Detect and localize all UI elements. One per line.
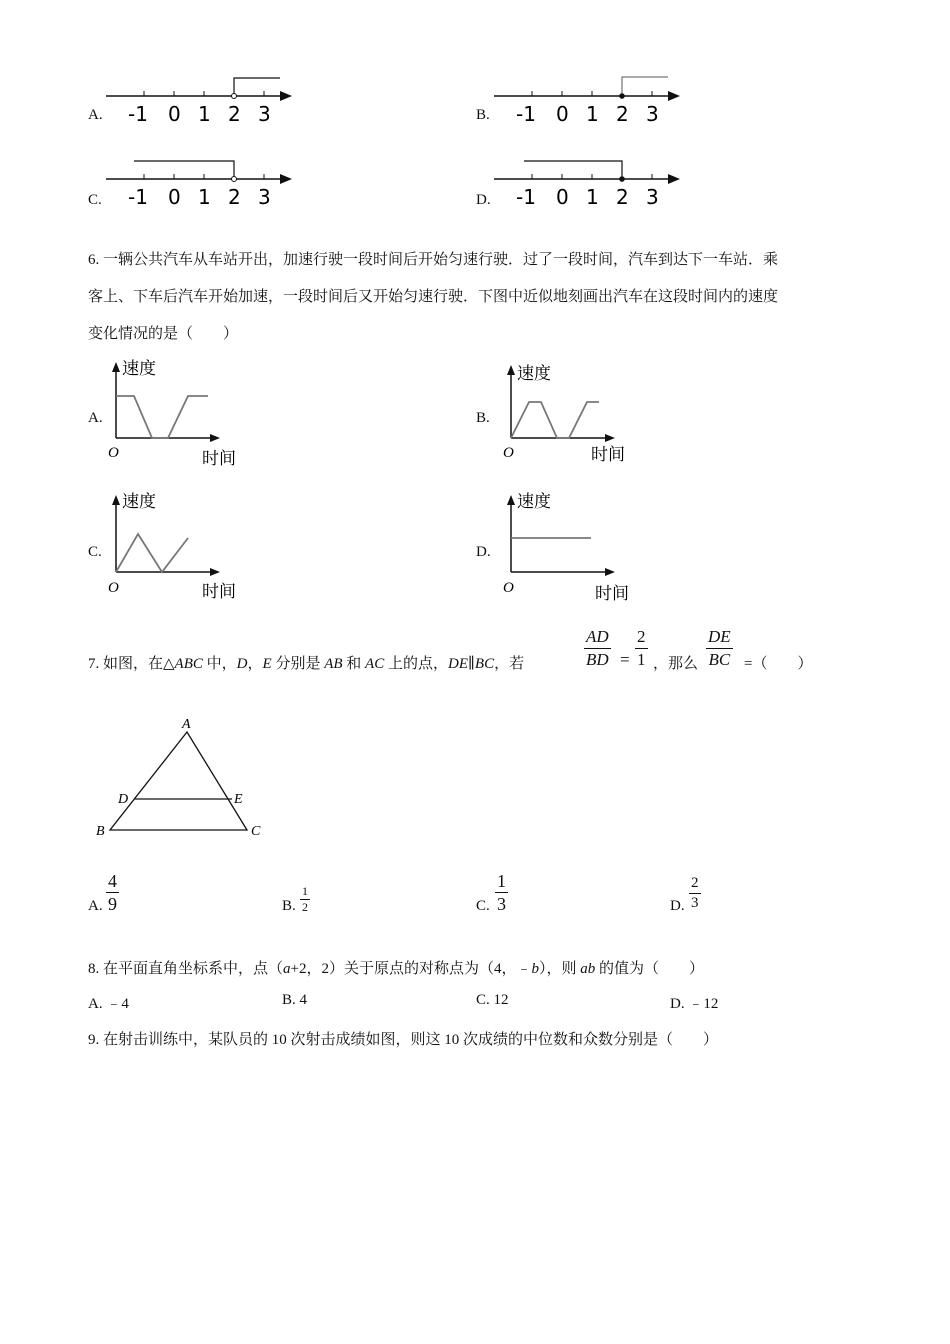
q7-d: D bbox=[236, 656, 248, 672]
q7-mid3: 上的点， bbox=[384, 656, 448, 672]
q7-prefix: 7. 如图，在△ bbox=[88, 656, 175, 672]
q5-option-b-numberline bbox=[488, 70, 688, 130]
tick-label: 0 bbox=[168, 102, 181, 126]
q7-option-c-label[interactable]: C. bbox=[476, 898, 490, 914]
y-axis-label: 速度 bbox=[517, 492, 551, 512]
q6-option-d-label[interactable]: D. bbox=[476, 544, 491, 560]
tick-label: 2 bbox=[228, 102, 241, 126]
q9-question-text: 9. 在射击训练中，某队员的 10 次射击成绩如图，则这 10 次成绩的中位数和众数分别是（ ） bbox=[88, 1032, 719, 1048]
q6-option-c-label[interactable]: C. bbox=[88, 544, 102, 560]
q8-var-a: a bbox=[283, 961, 291, 977]
q5-option-d-numberline bbox=[488, 153, 688, 213]
q7-option-b-fraction: $\frac{1}{2}$ bbox=[302, 884, 308, 914]
q7-option-c-fraction: $\frac{1}{3}$ bbox=[497, 871, 506, 914]
q6-option-c-graph bbox=[100, 488, 250, 603]
q8-option-b[interactable]: B. 4 bbox=[282, 992, 308, 1008]
q6-option-b-graph bbox=[495, 360, 645, 470]
q7-comma: ， bbox=[247, 656, 263, 672]
q7-mid1: 中， bbox=[202, 656, 237, 672]
tick-label: 3 bbox=[646, 185, 659, 209]
q6-option-a-graph bbox=[100, 355, 250, 470]
q7-option-a-label[interactable]: A. bbox=[88, 898, 103, 914]
vertex-e-label: E bbox=[234, 792, 243, 807]
tick-label: 3 bbox=[258, 185, 271, 209]
x-axis-label: 时间 bbox=[202, 582, 236, 602]
vertex-c-label: C bbox=[251, 824, 261, 839]
y-axis-label: 速度 bbox=[517, 364, 551, 384]
tick-label: 2 bbox=[616, 102, 629, 126]
q7-and: 和 bbox=[342, 656, 366, 672]
origin-label: O bbox=[108, 580, 119, 596]
q7-option-b-label[interactable]: B. bbox=[282, 898, 296, 914]
tick-label: 1 bbox=[586, 102, 599, 126]
q7-fraction-ad-bd: $\frac{AD}{BD}$ bbox=[586, 627, 609, 669]
origin-label: O bbox=[503, 445, 514, 461]
q5-option-c-numberline bbox=[100, 153, 300, 213]
q5-option-a-numberline bbox=[100, 70, 300, 130]
tick-label: 0 bbox=[168, 185, 181, 209]
tick-label: -1 bbox=[128, 102, 148, 126]
tick-label: 3 bbox=[646, 102, 659, 126]
q8-option-d[interactable]: D. ﹣12 bbox=[670, 996, 719, 1012]
tick-label: -1 bbox=[516, 102, 536, 126]
y-axis-label: 速度 bbox=[122, 492, 156, 512]
tick-label: 2 bbox=[228, 185, 241, 209]
q6-line-2: 客上、下车后汽车开始加速，一段时间后又开始匀速行驶．下图中近似地刻画出汽车在这段时间内的速度 bbox=[88, 289, 779, 305]
vertex-a-label: A bbox=[182, 717, 191, 732]
q7-equals: = bbox=[620, 650, 630, 669]
q5-option-b-label[interactable]: B. bbox=[476, 107, 490, 123]
q7-ac: AC bbox=[365, 656, 385, 672]
q8-option-c[interactable]: C. 12 bbox=[476, 992, 509, 1008]
vertex-b-label: B bbox=[96, 824, 105, 839]
q7-mid4: ，若 bbox=[494, 656, 525, 672]
q5-option-a-label[interactable]: A. bbox=[88, 107, 103, 123]
q6-question bbox=[88, 242, 868, 353]
q8-var-ab: ab bbox=[580, 961, 596, 977]
tick-label: 1 bbox=[586, 185, 599, 209]
q7-abc: ABC bbox=[174, 656, 203, 672]
q5-option-d-label[interactable]: D. bbox=[476, 192, 491, 208]
q6-line-3: 变化情况的是（ ） bbox=[88, 326, 239, 342]
tick-label: 1 bbox=[198, 102, 211, 126]
q7-option-a-fraction: $\frac{4}{9}$ bbox=[108, 871, 117, 914]
tick-label: 1 bbox=[198, 185, 211, 209]
q6-option-b-label[interactable]: B. bbox=[476, 410, 490, 426]
x-axis-label: 时间 bbox=[202, 449, 236, 469]
origin-label: O bbox=[503, 580, 514, 596]
q7-de-parallel-bc: DE∥BC bbox=[447, 656, 495, 672]
tick-label: 2 bbox=[616, 185, 629, 209]
y-axis-label: 速度 bbox=[122, 359, 156, 379]
tick-label: -1 bbox=[128, 185, 148, 209]
q7-question-text bbox=[88, 652, 524, 673]
tick-label: 0 bbox=[556, 102, 569, 126]
q6-option-a-label[interactable]: A. bbox=[88, 410, 103, 426]
q7-fraction-de-bc: $\frac{DE}{BC}$ bbox=[708, 627, 731, 669]
tick-label: 0 bbox=[556, 185, 569, 209]
vertex-d-label: D bbox=[118, 792, 129, 807]
q7-e: E bbox=[262, 656, 272, 672]
q8-var-b: b bbox=[531, 961, 539, 977]
q5-option-c-label[interactable]: C. bbox=[88, 192, 102, 208]
q7-mid5: ，那么 bbox=[653, 656, 699, 672]
q7-ab: AB bbox=[324, 656, 343, 672]
q7-option-d-label[interactable]: D. bbox=[670, 898, 685, 914]
q8-question-text: 8. 在平面直角坐标系中，点（a+2，2）关于原点的对称点为（4，﹣b），则 ab 的值为（ ） bbox=[88, 961, 705, 977]
q7-fraction-2-1: $\frac{2}{1}$ bbox=[637, 627, 646, 669]
x-axis-label: 时间 bbox=[591, 445, 625, 465]
q7-option-d-fraction: $\frac{2}{3}$ bbox=[691, 875, 699, 911]
q6-option-d-graph bbox=[495, 488, 645, 603]
tick-label: -1 bbox=[516, 185, 536, 209]
tick-label: 3 bbox=[258, 102, 271, 126]
origin-label: O bbox=[108, 445, 119, 461]
q7-mid2: 分别是 bbox=[271, 656, 325, 672]
q8-option-a[interactable]: A. ﹣4 bbox=[88, 996, 129, 1012]
q7-triangle-figure bbox=[90, 712, 270, 842]
q7-tail: =（ ） bbox=[744, 656, 813, 672]
x-axis-label: 时间 bbox=[595, 584, 629, 604]
q6-line-1: 6. 一辆公共汽车从车站开出，加速行驶一段时间后开始匀速行驶．过了一段时间，汽车到达下一车站．乘 bbox=[88, 252, 779, 268]
